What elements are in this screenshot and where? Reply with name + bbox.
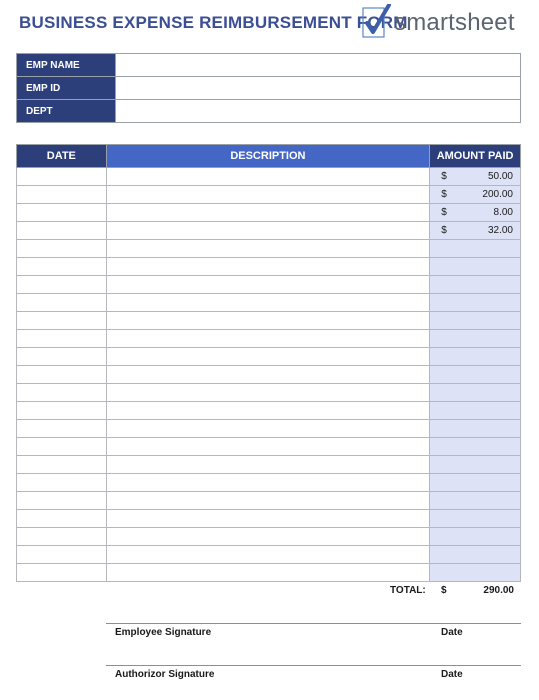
description-cell[interactable] [106,456,430,474]
date-cell[interactable] [17,204,107,222]
date-cell[interactable] [17,276,107,294]
description-cell[interactable] [106,420,430,438]
date-cell[interactable] [17,510,107,528]
date-cell[interactable] [17,258,107,276]
amount-cell[interactable] [430,492,521,510]
table-row [17,402,521,420]
date-cell[interactable] [17,348,107,366]
description-cell[interactable] [106,384,430,402]
description-cell[interactable] [106,294,430,312]
description-cell[interactable] [106,492,430,510]
date-cell[interactable] [17,330,107,348]
amount-cell[interactable] [430,204,521,222]
date-cell[interactable] [17,546,107,564]
amount-content [430,171,520,182]
emp-name-label: EMP NAME [17,54,116,77]
table-row [17,546,521,564]
total-currency: $ [441,585,447,596]
description-cell[interactable] [106,312,430,330]
total-value: 290.00 [483,585,514,596]
employee-signature-label: Employee Signature [115,627,212,638]
emp-name-field[interactable] [116,54,521,77]
total-label: TOTAL: [390,585,426,596]
amount-cell[interactable] [430,294,521,312]
amount-cell[interactable] [430,438,521,456]
table-row [17,420,521,438]
emp-id-row [17,77,521,100]
amount-content [430,225,520,236]
date-cell[interactable] [17,240,107,258]
description-cell[interactable] [106,528,430,546]
amount-cell[interactable] [430,528,521,546]
table-row [17,564,521,582]
date-cell[interactable] [17,384,107,402]
authorizor-signature-label: Authorizor Signature [115,669,215,680]
amount-cell[interactable] [430,186,521,204]
amount-cell[interactable] [430,222,521,240]
amount-cell[interactable] [430,420,521,438]
date-cell[interactable] [17,456,107,474]
logo-text: smartsheet [394,9,515,36]
description-cell[interactable] [106,204,430,222]
date-cell[interactable] [17,474,107,492]
currency-symbol: $ [441,207,447,218]
description-cell[interactable] [106,258,430,276]
amount-content [430,207,520,218]
table-row [17,474,521,492]
expense-header-row [17,145,521,168]
emp-name-row [17,54,521,77]
table-row [17,294,521,312]
amount-cell[interactable] [430,474,521,492]
date-cell[interactable] [17,168,107,186]
table-row [17,312,521,330]
checkmark-icon [362,4,392,40]
description-cell[interactable] [106,186,430,204]
currency-symbol: $ [441,225,447,236]
date-cell[interactable] [17,222,107,240]
table-row [17,186,521,204]
dept-field[interactable] [116,100,521,123]
emp-id-label: EMP ID [17,77,116,100]
date-cell[interactable] [17,294,107,312]
smartsheet-logo [362,4,515,42]
date-column-header: DATE [17,145,107,168]
amount-cell[interactable] [430,510,521,528]
description-cell[interactable] [106,168,430,186]
amount-cell[interactable] [430,330,521,348]
amount-cell[interactable] [430,366,521,384]
table-row [17,384,521,402]
description-cell[interactable] [106,402,430,420]
description-cell[interactable] [106,564,430,582]
table-row [17,366,521,384]
amount-value: 8.00 [493,207,513,218]
date-cell[interactable] [17,528,107,546]
amount-cell[interactable] [430,348,521,366]
employee-info-table [16,53,521,123]
amount-cell[interactable] [430,276,521,294]
table-row [17,528,521,546]
amount-cell[interactable] [430,384,521,402]
description-cell[interactable] [106,240,430,258]
description-cell[interactable] [106,438,430,456]
table-row [17,276,521,294]
amount-cell[interactable] [430,456,521,474]
form-title: BUSINESS EXPENSE REIMBURSEMENT FORM [19,13,408,32]
table-row [17,492,521,510]
table-row [17,168,521,186]
authorizor-date-label: Date [441,669,463,680]
amount-cell[interactable] [430,312,521,330]
description-cell[interactable] [106,474,430,492]
emp-id-field[interactable] [116,77,521,100]
description-cell[interactable] [106,348,430,366]
amount-cell[interactable] [430,240,521,258]
amount-content [430,189,520,200]
description-cell[interactable] [106,276,430,294]
description-column-header: DESCRIPTION [106,145,430,168]
amount-cell[interactable] [430,258,521,276]
amount-paid-column-header: AMOUNT PAID [430,145,521,168]
amount-cell[interactable] [430,402,521,420]
table-row [17,258,521,276]
table-row [17,204,521,222]
date-cell[interactable] [17,438,107,456]
date-cell[interactable] [17,402,107,420]
table-row [17,222,521,240]
dept-label: DEPT [17,100,116,123]
currency-symbol: $ [441,171,447,182]
currency-symbol: $ [441,189,447,200]
amount-cell[interactable] [430,168,521,186]
description-cell[interactable] [106,366,430,384]
description-cell[interactable] [106,510,430,528]
date-cell[interactable] [17,186,107,204]
table-row [17,348,521,366]
amount-value: 50.00 [487,171,513,182]
employee-signature-line[interactable] [106,623,521,624]
amount-value: 32.00 [487,225,513,236]
date-cell[interactable] [17,492,107,510]
description-cell[interactable] [106,330,430,348]
date-cell[interactable] [17,420,107,438]
amount-cell[interactable] [430,564,521,582]
description-cell[interactable] [106,222,430,240]
date-cell[interactable] [17,312,107,330]
description-cell[interactable] [106,546,430,564]
amount-value: 200.00 [482,189,513,200]
dept-row [17,100,521,123]
date-cell[interactable] [17,564,107,582]
employee-date-label: Date [441,627,463,638]
table-row [17,456,521,474]
table-row [17,510,521,528]
authorizor-signature-line[interactable] [106,665,521,666]
date-cell[interactable] [17,366,107,384]
expense-rows [17,168,521,582]
table-row [17,438,521,456]
amount-cell[interactable] [430,546,521,564]
expense-table [16,144,521,582]
table-row [17,330,521,348]
table-row [17,240,521,258]
